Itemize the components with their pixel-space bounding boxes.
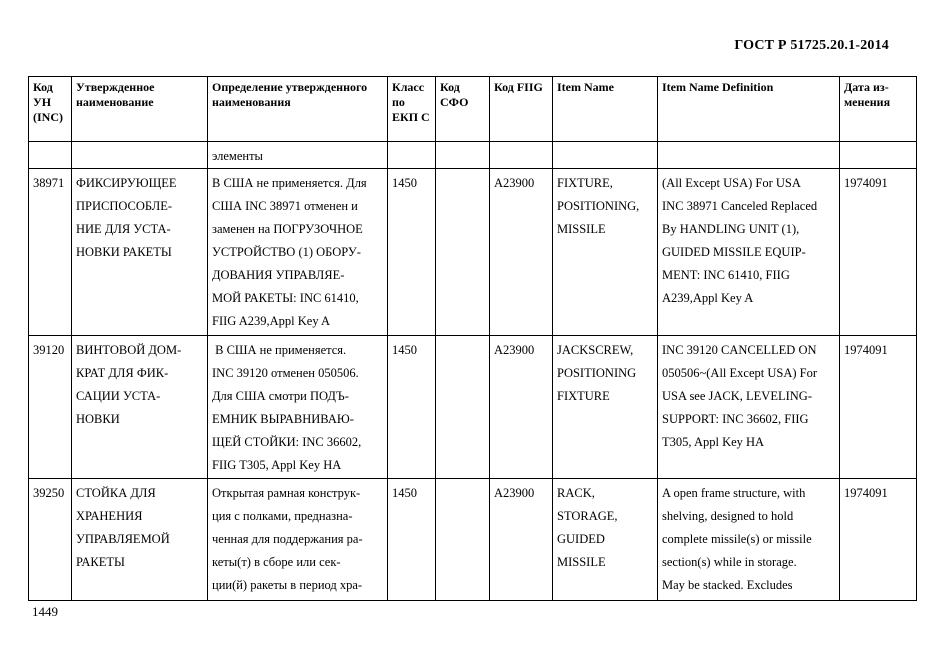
continuation-text: элементы (208, 142, 388, 169)
table-row (29, 336, 917, 479)
inc-cell: 39120 (29, 336, 72, 479)
column-header-fiig: Код FIIG (490, 77, 553, 142)
approved-name-cell: ВИНТОВОЙ ДОМ- КРАТ ДЛЯ ФИК- САЦИИ УСТА- НОВКИ (72, 336, 208, 479)
class-cell: 1450 (388, 169, 436, 336)
sfo-cell (436, 336, 490, 479)
column-header-inc: Код УН (INC) (29, 77, 72, 142)
approved-name-cell: СТОЙКА ДЛЯ ХРАНЕНИЯ УПРАВЛЯЕМОЙ РАКЕТЫ (72, 479, 208, 601)
item-definition-cell: (All Except USA) For USA INC 38971 Canceled Replaced By HANDLING UNIT (1), GUIDED MISSILE EQUIP- MENT: INC 61410, FIIG A239,Appl Key A (658, 169, 840, 336)
inc-cell: 39250 (29, 479, 72, 601)
change-date-cell: 1974091 (840, 336, 917, 479)
page-number: 1449 (32, 604, 58, 619)
sfo-cell (436, 169, 490, 336)
table-row (29, 479, 917, 601)
definition-cell: В США не применяется. Для США INC 38971 отменен и заменен на ПОГРУЗОЧНОЕ УСТРОЙСТВО (1) ОБОРУ- ДОВАНИЯ УПРАВЛЯЕ- МОЙ РАКЕТЫ: INC 61410, FIIG A239,Appl Key A (208, 169, 388, 336)
header-row (29, 77, 917, 142)
column-header-approved-name: Утвержденное наименование (72, 77, 208, 142)
item-definition-cell: INC 39120 CANCELLED ON 050506~(All Except USA) For USA see JACK, LEVELING- SUPPORT: INC 36602, FIIG T305, Appl Key HA (658, 336, 840, 479)
document-header: ГОСТ Р 51725.20.1-2014 (734, 38, 889, 53)
change-date-cell: 1974091 (840, 169, 917, 336)
column-header-item-name: Item Name (553, 77, 658, 142)
fiig-cell: A23900 (490, 479, 553, 601)
fiig-cell: A23900 (490, 169, 553, 336)
column-header-class: Класс по ЕКП С (388, 77, 436, 142)
definition-cell: Открытая рамная конструк- ция с полками, предназна- ченная для поддержания ра- кеты(т) в сборе или сек- ции(й) ракеты в период хра- (208, 479, 388, 601)
fiig-cell: A23900 (490, 336, 553, 479)
classification-table (28, 76, 917, 601)
approved-name-cell: ФИКСИРУЮЩЕЕ ПРИСПОСОБЛЕ- НИЕ ДЛЯ УСТА- НОВКИ РАКЕТЫ (72, 169, 208, 336)
definition-cell: В США не применяется. INC 39120 отменен 050506. Для США смотри ПОДЪ- ЕМНИК ВЫРАВНИВАЮ- ЩЕЙ СТОЙКИ: INC 36602, FIIG T305, Appl Key HA (208, 336, 388, 479)
column-header-sfo: Код СФО (436, 77, 490, 142)
class-cell: 1450 (388, 336, 436, 479)
column-header-definition: Определение утвержденного наименования (208, 77, 388, 142)
column-header-change-date: Дата из- менения (840, 77, 917, 142)
item-name-cell: RACK, STORAGE, GUIDED MISSILE (553, 479, 658, 601)
item-definition-cell: A open frame structure, with shelving, designed to hold complete missile(s) or missile section(s) while in storage. May be stacked. Excludes (658, 479, 840, 601)
item-name-cell: JACKSCREW, POSITIONING FIXTURE (553, 336, 658, 479)
change-date-cell: 1974091 (840, 479, 917, 601)
table-row (29, 169, 917, 336)
continuation-row (29, 142, 917, 169)
item-name-cell: FIXTURE, POSITIONING, MISSILE (553, 169, 658, 336)
inc-cell: 38971 (29, 169, 72, 336)
column-header-item-definition: Item Name Definition (658, 77, 840, 142)
sfo-cell (436, 479, 490, 601)
class-cell: 1450 (388, 479, 436, 601)
